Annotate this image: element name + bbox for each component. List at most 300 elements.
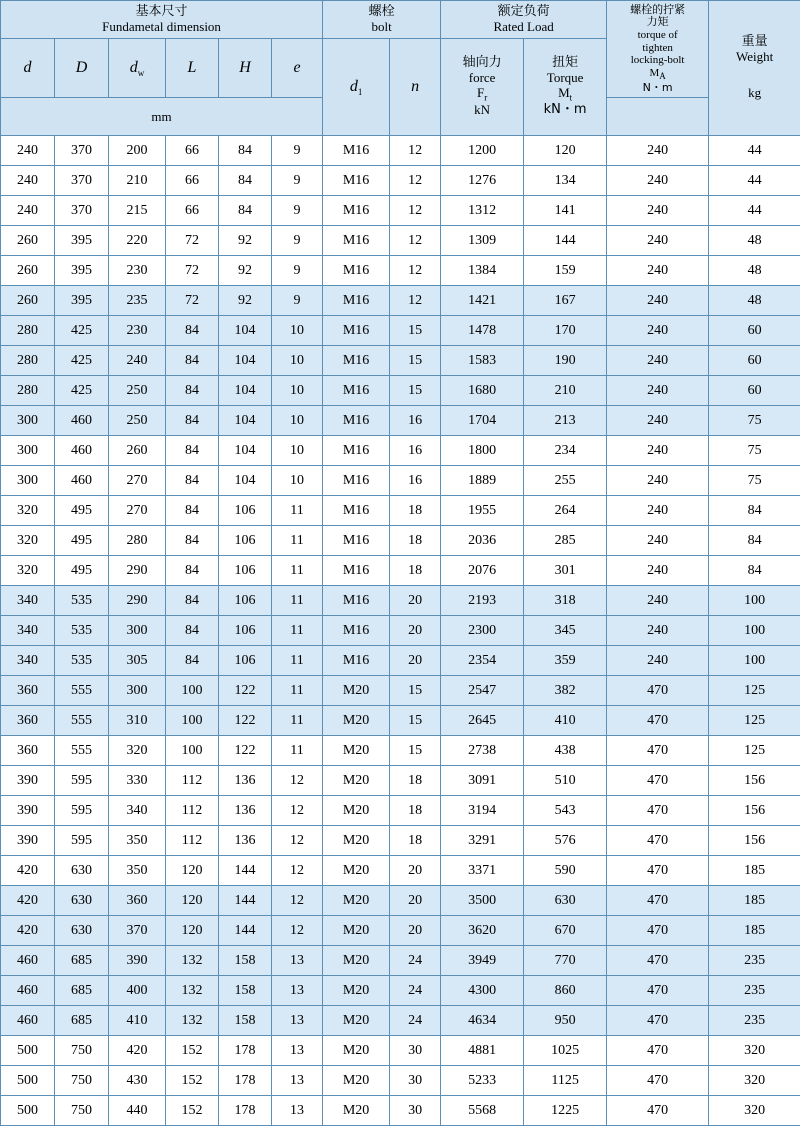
table-cell: 500	[1, 1096, 55, 1126]
table-cell: 240	[607, 436, 709, 466]
table-cell: 104	[219, 316, 272, 346]
table-cell: 240	[607, 616, 709, 646]
table-cell: 240	[607, 346, 709, 376]
table-cell: 4881	[441, 1036, 524, 1066]
table-cell: 438	[524, 736, 607, 766]
table-cell: 12	[272, 916, 323, 946]
table-cell: 1583	[441, 346, 524, 376]
table-cell: 382	[524, 676, 607, 706]
table-cell: 3291	[441, 826, 524, 856]
header-torque-en: Torque	[524, 71, 606, 86]
table-cell: 156	[709, 796, 800, 826]
table-cell: 420	[109, 1036, 166, 1066]
table-cell: 112	[166, 796, 219, 826]
table-cell: 395	[55, 286, 109, 316]
table-cell: 13	[272, 1006, 323, 1036]
table-cell: 1125	[524, 1066, 607, 1096]
table-cell: 11	[272, 586, 323, 616]
table-cell: 235	[709, 976, 800, 1006]
table-cell: 84	[219, 166, 272, 196]
table-cell: 178	[219, 1036, 272, 1066]
table-cell: 460	[1, 1006, 55, 1036]
table-cell: 156	[709, 826, 800, 856]
table-cell: M16	[323, 196, 390, 226]
header-col-dw: $d_w$	[109, 39, 166, 98]
table-cell: 2193	[441, 586, 524, 616]
table-cell: 320	[109, 736, 166, 766]
table-cell: 460	[1, 976, 55, 1006]
table-cell: M16	[323, 316, 390, 346]
table-cell: 350	[109, 826, 166, 856]
table-cell: 11	[272, 526, 323, 556]
table-cell: 9	[272, 196, 323, 226]
table-cell: 158	[219, 976, 272, 1006]
table-cell: 360	[1, 736, 55, 766]
table-cell: 12	[390, 166, 441, 196]
table-cell: 24	[390, 1006, 441, 1036]
table-cell: 106	[219, 496, 272, 526]
table-cell: 210	[524, 376, 607, 406]
table-cell: 178	[219, 1066, 272, 1096]
table-cell: 370	[55, 196, 109, 226]
header-col-n: n	[390, 39, 441, 136]
table-cell: 1680	[441, 376, 524, 406]
table-cell: 1276	[441, 166, 524, 196]
table-cell: 500	[1, 1066, 55, 1096]
table-cell: 320	[1, 556, 55, 586]
table-cell: 300	[1, 436, 55, 466]
table-cell: M16	[323, 586, 390, 616]
table-cell: 18	[390, 796, 441, 826]
table-cell: 345	[524, 616, 607, 646]
table-cell: 1704	[441, 406, 524, 436]
table-cell: 92	[219, 286, 272, 316]
table-cell: 235	[709, 1006, 800, 1036]
table-cell: 470	[607, 976, 709, 1006]
table-cell: 460	[55, 406, 109, 436]
header-col-torque	[524, 39, 607, 136]
table-cell: 18	[390, 526, 441, 556]
table-cell: 136	[219, 796, 272, 826]
header-group-fundamental	[1, 1, 323, 39]
table-cell: 470	[607, 826, 709, 856]
table-cell: 72	[166, 256, 219, 286]
table-cell: 24	[390, 946, 441, 976]
table-row	[1, 886, 800, 916]
table-cell: 285	[524, 526, 607, 556]
table-cell: 240	[1, 166, 55, 196]
table-cell: 320	[1, 496, 55, 526]
header-col-D: D	[55, 39, 109, 98]
table-cell: 360	[1, 676, 55, 706]
table-cell: 15	[390, 346, 441, 376]
header-axial-unit: kN	[441, 103, 523, 118]
table-cell: 425	[55, 376, 109, 406]
table-cell: 535	[55, 616, 109, 646]
table-cell: 370	[109, 916, 166, 946]
table-cell: M20	[323, 676, 390, 706]
table-cell: 18	[390, 496, 441, 526]
table-cell: M20	[323, 736, 390, 766]
table-cell: 48	[709, 256, 800, 286]
table-cell: 2300	[441, 616, 524, 646]
table-cell: 9	[272, 226, 323, 256]
table-cell: M16	[323, 346, 390, 376]
table-cell: 240	[607, 556, 709, 586]
table-cell: M16	[323, 496, 390, 526]
table-cell: 4634	[441, 1006, 524, 1036]
table-cell: 3091	[441, 766, 524, 796]
table-cell: M16	[323, 256, 390, 286]
table-cell: M20	[323, 706, 390, 736]
table-row	[1, 586, 800, 616]
table-cell: 270	[109, 496, 166, 526]
table-cell: 159	[524, 256, 607, 286]
header-group-bolt	[323, 1, 441, 39]
table-row	[1, 136, 800, 166]
table-cell: 685	[55, 1006, 109, 1036]
table-cell: 134	[524, 166, 607, 196]
table-cell: 235	[109, 286, 166, 316]
table-cell: 495	[55, 526, 109, 556]
table-cell: 2547	[441, 676, 524, 706]
table-row	[1, 736, 800, 766]
table-cell: 12	[390, 136, 441, 166]
table-cell: 240	[1, 196, 55, 226]
header-group-fundamental-cn: 基本尺寸	[1, 5, 322, 20]
table-cell: 11	[272, 736, 323, 766]
table-cell: 425	[55, 316, 109, 346]
header-torque-cn: 扭矩	[524, 56, 606, 71]
table-cell: 190	[524, 346, 607, 376]
table-cell: 92	[219, 256, 272, 286]
table-cell: 15	[390, 316, 441, 346]
table-cell: 750	[55, 1066, 109, 1096]
table-cell: 320	[709, 1036, 800, 1066]
table-cell: 60	[709, 316, 800, 346]
table-cell: 5568	[441, 1096, 524, 1126]
table-row	[1, 406, 800, 436]
table-cell: 390	[1, 826, 55, 856]
table-cell: 10	[272, 346, 323, 376]
table-cell: 84	[709, 526, 800, 556]
table-cell: 84	[166, 376, 219, 406]
table-cell: 100	[166, 736, 219, 766]
table-cell: 240	[607, 646, 709, 676]
table-cell: 240	[607, 496, 709, 526]
table-cell: 340	[1, 616, 55, 646]
table-cell: 240	[607, 526, 709, 556]
table-row	[1, 1066, 800, 1096]
table-cell: 10	[272, 316, 323, 346]
table-cell: M20	[323, 1036, 390, 1066]
table-cell: 12	[390, 286, 441, 316]
table-cell: 18	[390, 556, 441, 586]
table-cell: 240	[1, 136, 55, 166]
table-cell: 2354	[441, 646, 524, 676]
table-cell: 16	[390, 406, 441, 436]
table-row	[1, 286, 800, 316]
table-cell: 280	[1, 376, 55, 406]
table-cell: 9	[272, 286, 323, 316]
table-cell: 100	[709, 616, 800, 646]
table-cell: 11	[272, 496, 323, 526]
table-cell: 104	[219, 346, 272, 376]
table-row	[1, 1096, 800, 1126]
table-cell: 300	[1, 406, 55, 436]
table-cell: 18	[390, 766, 441, 796]
table-cell: 15	[390, 676, 441, 706]
table-cell: 1200	[441, 136, 524, 166]
table-cell: 122	[219, 736, 272, 766]
table-cell: 240	[607, 256, 709, 286]
table-cell: 470	[607, 916, 709, 946]
header-col-axial-force	[441, 39, 524, 136]
header-bolt-torque-en1: torque of	[607, 29, 708, 42]
table-cell: 120	[166, 856, 219, 886]
table-cell: 290	[109, 586, 166, 616]
table-cell: 400	[109, 976, 166, 1006]
table-cell: M16	[323, 136, 390, 166]
table-cell: 555	[55, 706, 109, 736]
table-cell: 2645	[441, 706, 524, 736]
table-cell: 20	[390, 616, 441, 646]
table-cell: 555	[55, 736, 109, 766]
table-cell: 460	[55, 436, 109, 466]
table-cell: 48	[709, 286, 800, 316]
table-cell: 84	[709, 556, 800, 586]
table-cell: 100	[166, 676, 219, 706]
table-cell: 20	[390, 586, 441, 616]
table-cell: 543	[524, 796, 607, 826]
table-row	[1, 916, 800, 946]
table-cell: 576	[524, 826, 607, 856]
table-cell: 75	[709, 436, 800, 466]
table-cell: 213	[524, 406, 607, 436]
table-row	[1, 436, 800, 466]
table-cell: 92	[219, 226, 272, 256]
table-cell: 360	[1, 706, 55, 736]
table-row	[1, 766, 800, 796]
table-cell: 12	[272, 826, 323, 856]
table-cell: M20	[323, 886, 390, 916]
header-group-rated-load-en: Rated Load	[441, 20, 606, 35]
table-row	[1, 616, 800, 646]
table-cell: 3500	[441, 886, 524, 916]
table-row	[1, 856, 800, 886]
table-row	[1, 496, 800, 526]
table-cell: 104	[219, 466, 272, 496]
table-row	[1, 826, 800, 856]
table-cell: 535	[55, 586, 109, 616]
table-cell: 136	[219, 826, 272, 856]
header-torque-unit: kN・m	[524, 103, 606, 118]
table-cell: 360	[109, 886, 166, 916]
table-cell: 3620	[441, 916, 524, 946]
table-cell: 240	[607, 286, 709, 316]
table-row	[1, 796, 800, 826]
table-cell: 10	[272, 436, 323, 466]
table-cell: 106	[219, 616, 272, 646]
table-cell: 44	[709, 196, 800, 226]
table-cell: 125	[709, 676, 800, 706]
header-col-d: d	[1, 39, 55, 98]
table-cell: 3949	[441, 946, 524, 976]
table-cell: 630	[55, 856, 109, 886]
table-cell: 420	[1, 856, 55, 886]
table-cell: 390	[1, 766, 55, 796]
table-cell: 395	[55, 256, 109, 286]
header-axial-en: force	[441, 71, 523, 86]
table-cell: 340	[1, 586, 55, 616]
table-cell: 270	[109, 466, 166, 496]
table-cell: 112	[166, 826, 219, 856]
table-cell: 320	[709, 1096, 800, 1126]
table-cell: 340	[1, 646, 55, 676]
table-cell: 4300	[441, 976, 524, 1006]
table-cell: 750	[55, 1096, 109, 1126]
table-cell: M16	[323, 616, 390, 646]
table-cell: 20	[390, 856, 441, 886]
header-bolt-torque-cn1: 螺栓的拧紧	[607, 4, 708, 17]
table-cell: 106	[219, 646, 272, 676]
table-cell: 84	[709, 496, 800, 526]
header-group-weight	[709, 1, 800, 136]
header-bolt-torque-spacer	[607, 98, 709, 136]
table-cell: 305	[109, 646, 166, 676]
table-cell: 60	[709, 346, 800, 376]
table-cell: 3194	[441, 796, 524, 826]
table-row	[1, 466, 800, 496]
header-group-bolt-cn: 螺栓	[323, 5, 440, 20]
table-cell: 235	[709, 946, 800, 976]
table-row	[1, 556, 800, 586]
table-cell: 390	[109, 946, 166, 976]
table-cell: 420	[1, 916, 55, 946]
table-cell: M16	[323, 436, 390, 466]
table-row	[1, 946, 800, 976]
table-cell: 20	[390, 916, 441, 946]
table-cell: 158	[219, 1006, 272, 1036]
table-cell: 136	[219, 766, 272, 796]
table-cell: 300	[109, 616, 166, 646]
table-cell: 330	[109, 766, 166, 796]
table-cell: M16	[323, 166, 390, 196]
table-cell: 595	[55, 766, 109, 796]
table-cell: 120	[166, 916, 219, 946]
table-cell: 10	[272, 466, 323, 496]
table-cell: 167	[524, 286, 607, 316]
table-cell: 3371	[441, 856, 524, 886]
table-cell: 125	[709, 736, 800, 766]
table-cell: 440	[109, 1096, 166, 1126]
table-cell: 234	[524, 436, 607, 466]
table-cell: 460	[55, 466, 109, 496]
table-cell: 30	[390, 1066, 441, 1096]
table-cell: M16	[323, 646, 390, 676]
table-cell: 104	[219, 436, 272, 466]
table-cell: 340	[109, 796, 166, 826]
table-cell: 260	[1, 286, 55, 316]
table-cell: 240	[109, 346, 166, 376]
table-cell: M20	[323, 1096, 390, 1126]
table-cell: 156	[709, 766, 800, 796]
table-cell: 2036	[441, 526, 524, 556]
table-header	[1, 1, 800, 136]
table-cell: 630	[55, 916, 109, 946]
table-row	[1, 706, 800, 736]
table-cell: 470	[607, 796, 709, 826]
table-cell: 106	[219, 556, 272, 586]
table-cell: 470	[607, 856, 709, 886]
table-cell: 1309	[441, 226, 524, 256]
table-cell: 350	[109, 856, 166, 886]
table-cell: 84	[166, 526, 219, 556]
table-cell: 24	[390, 976, 441, 1006]
table-cell: 260	[1, 226, 55, 256]
table-cell: 250	[109, 376, 166, 406]
header-col-d1: $d_1$	[323, 39, 390, 136]
table-cell: 280	[1, 316, 55, 346]
table-cell: 16	[390, 466, 441, 496]
table-cell: 144	[524, 226, 607, 256]
table-cell: 10	[272, 376, 323, 406]
table-cell: 15	[390, 736, 441, 766]
table-cell: 425	[55, 346, 109, 376]
table-cell: 430	[109, 1066, 166, 1096]
table-cell: 12	[272, 796, 323, 826]
table-cell: M16	[323, 286, 390, 316]
table-cell: M20	[323, 856, 390, 886]
table-cell: 132	[166, 1006, 219, 1036]
table-cell: 48	[709, 226, 800, 256]
table-cell: 500	[1, 1036, 55, 1066]
table-row	[1, 226, 800, 256]
table-cell: 555	[55, 676, 109, 706]
table-cell: 104	[219, 406, 272, 436]
table-cell: 370	[55, 136, 109, 166]
header-bolt-torque-unit: N・m	[607, 82, 708, 95]
table-cell: 185	[709, 916, 800, 946]
table-cell: 13	[272, 1096, 323, 1126]
table-cell: 120	[524, 136, 607, 166]
table-cell: 144	[219, 856, 272, 886]
table-cell: 13	[272, 976, 323, 1006]
header-weight-cn: 重量	[709, 35, 800, 50]
table-cell: 280	[109, 526, 166, 556]
table-cell: 240	[607, 376, 709, 406]
table-cell: 420	[1, 886, 55, 916]
table-cell: 210	[109, 166, 166, 196]
table-cell: M20	[323, 946, 390, 976]
header-group-bolt-en: bolt	[323, 20, 440, 35]
header-bolt-torque-en2: tighten	[607, 42, 708, 55]
header-group-fundamental-en: Fundametal dimension	[1, 20, 322, 35]
header-unit-mm: mm	[1, 98, 323, 136]
table-cell: 395	[55, 226, 109, 256]
table-cell: 30	[390, 1096, 441, 1126]
table-cell: 590	[524, 856, 607, 886]
table-cell: 495	[55, 556, 109, 586]
table-cell: 470	[607, 946, 709, 976]
table-cell: 300	[1, 466, 55, 496]
table-cell: 460	[1, 946, 55, 976]
table-row	[1, 316, 800, 346]
table-cell: 240	[607, 406, 709, 436]
table-row	[1, 646, 800, 676]
table-cell: 13	[272, 1036, 323, 1066]
table-cell: 220	[109, 226, 166, 256]
